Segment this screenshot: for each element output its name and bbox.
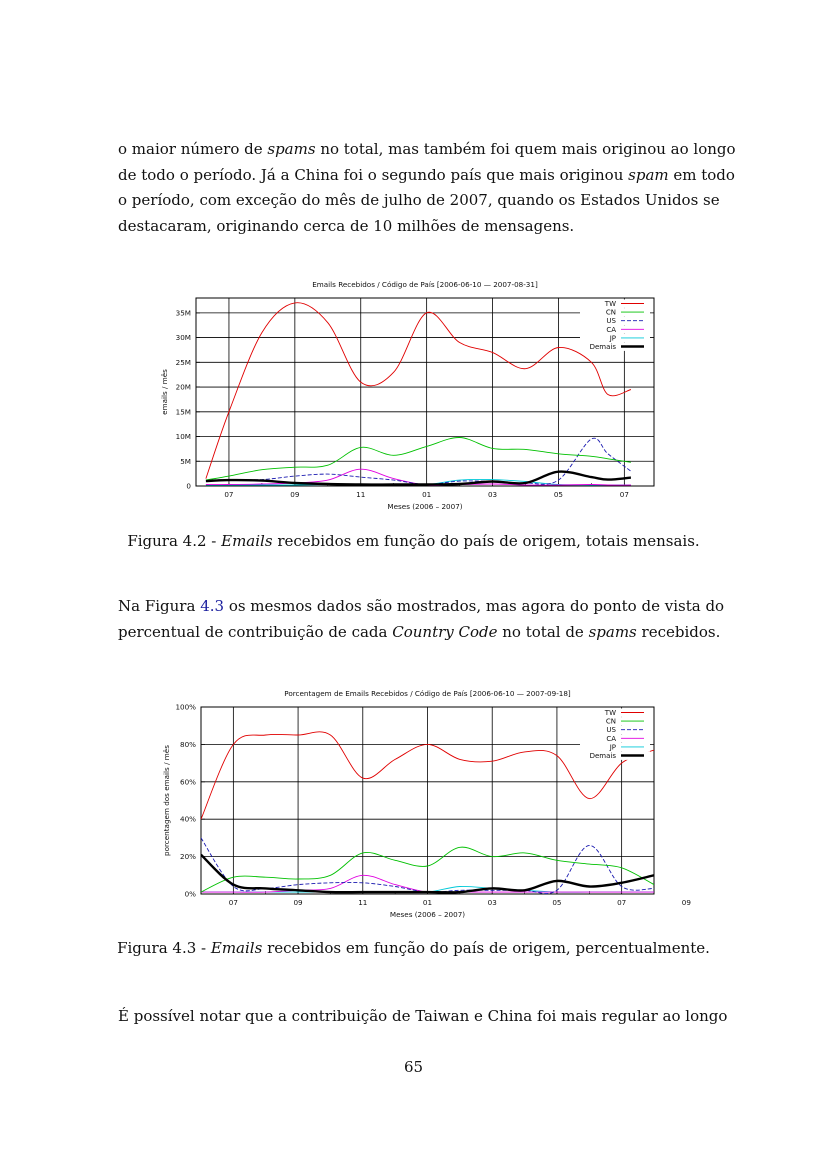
paragraph-3: [118, 1004, 728, 1030]
legend-label-demais: Demais: [589, 752, 616, 760]
legend-label-tw: TW: [604, 300, 616, 308]
x-tick-label: 03: [487, 898, 497, 907]
para3-line-1: É possível notar que a contribuição de Taiwan e China foi mais regular ao longo: [118, 1007, 728, 1025]
x-tick-label: 07: [617, 898, 627, 907]
para1-line-1: o maior número de spams no total, mas também foi quem mais originou ao longo: [118, 140, 736, 158]
y-axis-label: emails / mês: [160, 369, 169, 415]
legend-label-us: US: [606, 726, 616, 735]
y-tick-label: 60%: [180, 777, 196, 787]
para2-line-1: Na Figura 4.3 os mesmos dados são mostrados, mas agora do ponto de vista do: [118, 597, 725, 615]
chart-title: Porcentagem de Emails Recebidos / Código de País [2006-06-10 — 2007-09-18]: [284, 689, 571, 698]
figure-4-2-caption: Figura 4.2 - Emails recebidos em função do país de origem, totais mensais.: [127, 532, 700, 550]
x-tick-label: 07: [619, 490, 629, 499]
legend-label-tw: TW: [604, 709, 616, 717]
y-tick-label: 20%: [180, 852, 196, 862]
legend-label-jp: JP: [609, 743, 616, 752]
x-axis-label: Meses (2006 – 2007): [389, 910, 466, 919]
x-tick-label: 01: [422, 898, 433, 907]
para1-line-2: de todo o período. Já a China foi o segundo país que mais originou spam em todo: [118, 165, 735, 184]
figure-4-3-caption: Figura 4.3 - Emails recebidos em função do país de origem, percentualmente.: [117, 939, 710, 957]
y-tick-label: 0%: [184, 889, 196, 899]
y-tick-label: 25M: [175, 357, 191, 367]
y-tick-label: 40%: [180, 814, 196, 824]
x-tick-label: 05: [552, 898, 562, 907]
y-axis-label: porcentagem dos emails / mês: [162, 745, 171, 856]
legend-label-ca: CA: [606, 325, 616, 334]
x-tick-label: 11: [356, 490, 366, 499]
y-tick-label: 5M: [180, 456, 191, 466]
chart-title: Emails Recebidos / Código de País [2006-06-10 — 2007-08-31]: [312, 280, 538, 289]
x-tick-label: 09: [290, 490, 300, 499]
x-tick-label: 03: [487, 490, 498, 499]
para2-line-2: percentual de contribuição de cada Country Code no total de spams recebidos.: [118, 622, 721, 641]
y-tick-label: 15M: [175, 407, 191, 417]
x-tick-label: 07: [228, 898, 238, 907]
y-tick-label: 35M: [175, 308, 191, 318]
x-tick-label: 09: [293, 898, 303, 907]
page-number: 65: [403, 1058, 424, 1076]
legend-label-cn: CN: [605, 717, 616, 726]
figure-ref-link[interactable]: 4.3: [200, 597, 225, 615]
chart-group: [162, 689, 691, 919]
legend-label-jp: JP: [609, 334, 616, 343]
y-tick-label: 10M: [175, 432, 191, 442]
x-tick-label: 05: [553, 490, 564, 499]
x-tick-label: 11: [358, 898, 368, 907]
legend-label-cn: CN: [605, 308, 616, 317]
para1-line-4: destacaram, originando cerca de 10 milhões de mensagens.: [118, 216, 575, 235]
y-tick-label: 100%: [175, 702, 196, 712]
chart-legend: [580, 709, 650, 761]
legend-label-ca: CA: [606, 734, 616, 743]
y-tick-label: 0: [186, 481, 191, 491]
y-tick-label: 80%: [180, 739, 196, 749]
legend-label-us: US: [606, 317, 616, 326]
x-axis-label: Meses (2006 – 2007): [387, 502, 463, 511]
y-tick-label: 20M: [175, 382, 191, 392]
x-tick-label: 07: [224, 490, 234, 499]
x-tick-label: 09: [681, 898, 691, 907]
legend-label-demais: Demais: [589, 343, 616, 351]
x-tick-label: 01: [422, 490, 432, 499]
y-tick-label: 30M: [175, 333, 191, 343]
para1-line-3: o período, com exceção do mês de julho de 2007, quando os Estados Unidos se: [118, 191, 720, 209]
